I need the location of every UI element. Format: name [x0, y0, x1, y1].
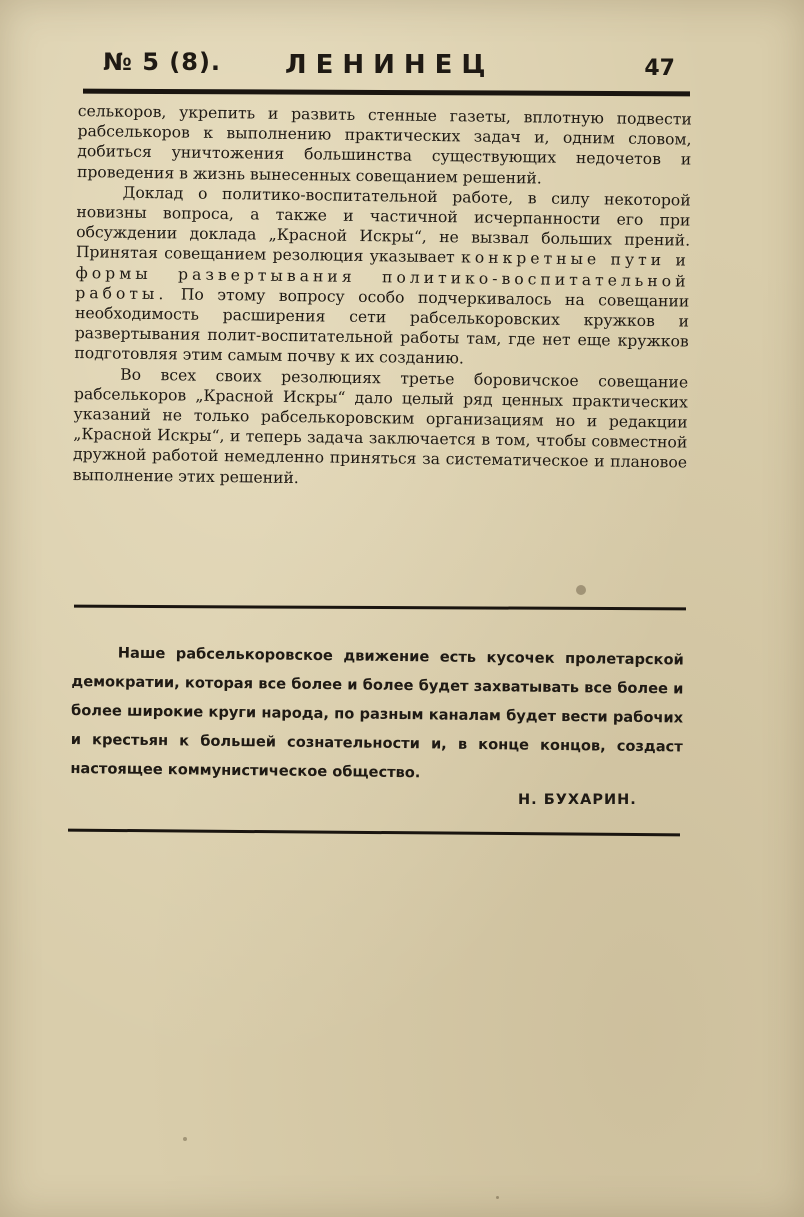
ink-speck [183, 1137, 187, 1141]
article-paragraph-2-start: Доклад о политико-воспитательной работе, в силу некоторой новизны вопроса, а также и частичной исчерпанности его при обсуждении доклада „Красной Искры“, не вызвал больших прений. Принятая совещанием резолюция указывает [75, 183, 691, 267]
issue-number: № 5 (8). [103, 48, 222, 76]
quote-author: Н. БУХАРИН. [518, 792, 637, 808]
quote-text: Наше рабселькоровское движение есть кусочек пролетарской демократии, которая все более и более будет захватывать все более и более широкие круги народа, по разным каналам будет вести рабочих и крестьян к большей сознательности и, в конце концов, создаст настоящее коммунистическое общество. [70, 644, 684, 782]
article-paragraph-3: Во всех своих резолюциях третье боровичское совещание рабселькоров „Красной Искры“ дало целый ряд ценных практических указаний не только рабселькоровским организациям но и редакции „Красной Искры“, и теперь задача заключается в том, чтобы совместной дружной работой немедленно приняться за систематическое и плановое выполнение этих решений. [72, 365, 689, 487]
quote-bottom-rule [68, 829, 680, 837]
ink-speck [496, 1196, 499, 1199]
article-paragraph-1: селькоров, укрепить и развить стенные газеты, вплотную подвести рабселькоров к выполнению практических задач и, одним словом, добиться уничтожения большинства существующих недочетов и проведения в жизнь вынесенных совещанием решений. [76, 101, 692, 188]
article-spaced-emphasis: конкретные пути и формы развертывания политико-воспитательной работы. [75, 248, 690, 304]
header-rule [83, 89, 690, 97]
page-header [95, 44, 695, 84]
page-number: 47 [644, 56, 675, 81]
quote-block [70, 638, 684, 790]
masthead-title: ЛЕНИНЕЦ [285, 50, 495, 80]
article-paragraph-2 [74, 182, 690, 372]
article-body [73, 101, 692, 493]
ink-speck [576, 585, 586, 595]
article-paragraph-2-end: По этому вопросу особо подчеркивалось на совещании необходимость расширения сети рабселькоровских кружков и развертывания полит-воспитательной работы там, где нет еще кружков подготовляя этим самым почву к их созданию. [74, 285, 690, 368]
quote-top-rule [74, 605, 686, 611]
